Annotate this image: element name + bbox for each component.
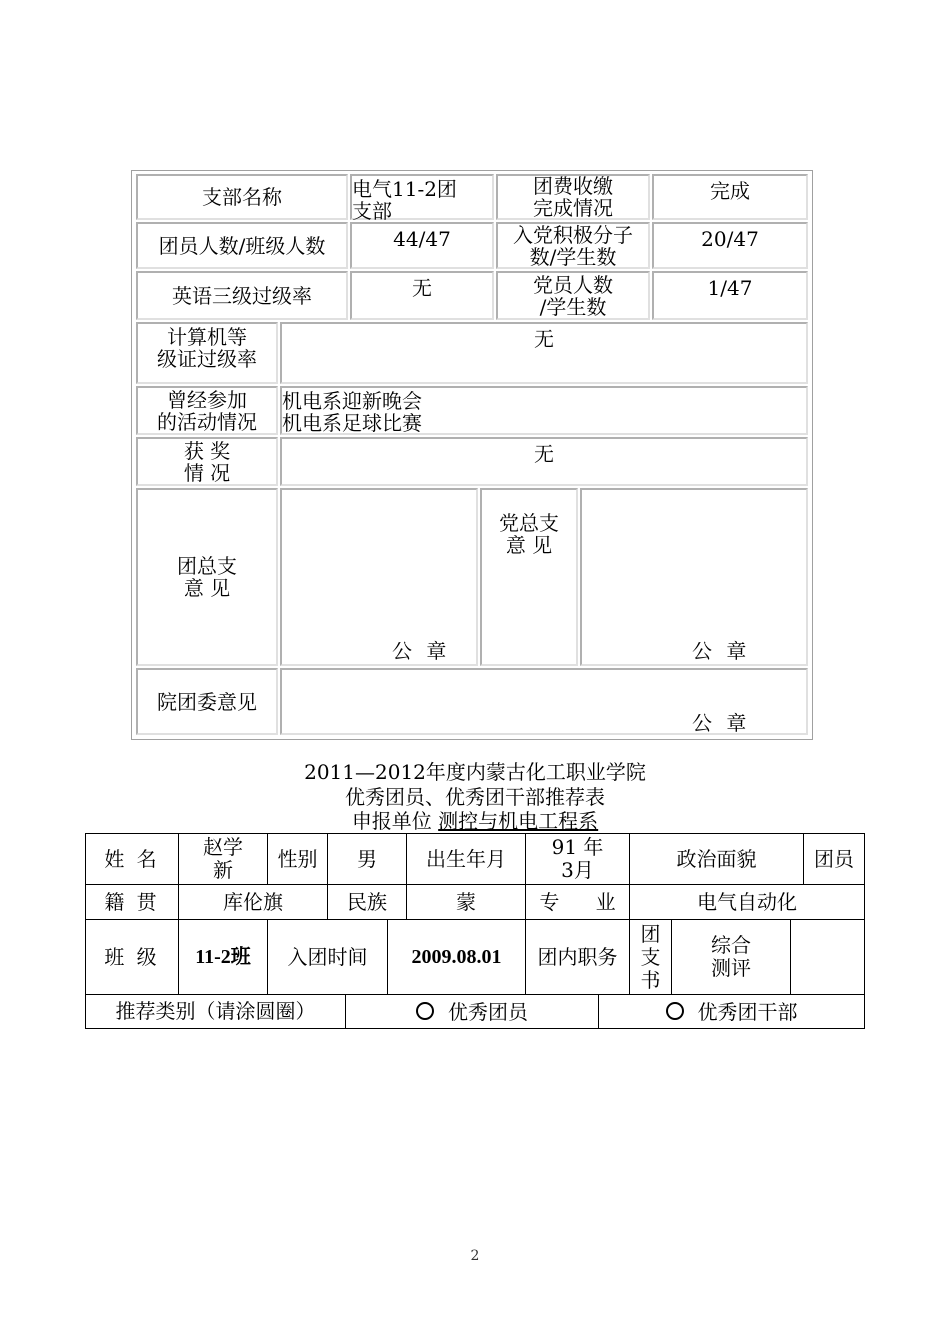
activity-item: 机电系迎新晚会 <box>282 389 422 413</box>
party-value: 1/47 <box>707 276 753 300</box>
members-value: 44/47 <box>393 227 451 251</box>
fee-value: 完成 <box>710 179 750 203</box>
class-value: 11-2班 <box>178 919 268 995</box>
college-opinion-label-cell <box>136 668 278 735</box>
position-label: 团内职务 <box>525 919 630 995</box>
activists-value-cell <box>652 222 808 269</box>
form-title-line1: 2011—2012年度内蒙古化工职业学院 <box>304 760 646 784</box>
birth-label: 出生年月 <box>406 833 526 885</box>
class-label: 班 级 <box>85 919 179 995</box>
league-seal: 公 章 <box>392 639 451 663</box>
major-label: 专 业 <box>525 884 630 920</box>
activists-label-line2: 数/学生数 <box>529 244 617 269</box>
branch-name-value-line1: 电气11-2团 <box>352 177 457 201</box>
computer-label-cell <box>136 322 278 384</box>
unit-name: 测控与机电工程系 <box>438 809 599 833</box>
radio-circle-icon[interactable] <box>416 1002 434 1020</box>
fee-label-cell <box>496 174 650 220</box>
english-label: 英语三级过级率 <box>172 283 312 308</box>
branch-info-table <box>131 170 813 740</box>
birth-value: 91 年 3月 <box>525 833 630 885</box>
activists-label-line1: 入党积极分子 <box>513 222 633 247</box>
party-opinion-label-line2: 意 见 <box>505 533 553 557</box>
college-opinion-cell <box>280 668 808 735</box>
option-excellent-cadre[interactable]: 优秀团干部 <box>598 994 865 1029</box>
political-value: 团员 <box>803 833 865 885</box>
activists-value: 20/47 <box>701 227 759 251</box>
members-label: 团员人数/班级人数 <box>158 233 326 258</box>
activities-label-line2: 的活动情况 <box>157 409 257 434</box>
native-label: 籍 贯 <box>85 884 179 920</box>
english-value: 无 <box>412 276 432 300</box>
gender-value: 男 <box>327 833 407 885</box>
major-value: 电气自动化 <box>629 884 865 920</box>
computer-value-cell <box>280 322 808 384</box>
party-label-line1: 党员人数 <box>533 272 613 297</box>
computer-value: 无 <box>534 327 554 351</box>
category-label: 推荐类别（请涂圆圈） <box>85 994 346 1029</box>
awards-label-cell <box>136 437 278 486</box>
party-opinion-cell <box>580 488 808 666</box>
recommendation-form-table <box>85 833 865 1029</box>
branch-name-label: 支部名称 <box>202 185 282 209</box>
party-opinion-label-line1: 党总支 <box>499 511 559 535</box>
option-excellent-member[interactable]: 优秀团员 <box>345 994 599 1029</box>
party-label-cell <box>496 271 650 320</box>
fee-label-line1: 团费收缴 <box>533 174 613 198</box>
form-title-line3 <box>0 810 950 833</box>
name-label: 姓 名 <box>85 833 179 885</box>
english-value-cell <box>350 271 494 320</box>
join-value: 2009.08.01 <box>387 919 526 995</box>
eval-label: 综合 测评 <box>671 919 791 995</box>
position-value: 团 支 书 <box>629 919 672 995</box>
computer-label-line2: 级证过级率 <box>157 347 257 371</box>
party-seal: 公 章 <box>692 639 751 663</box>
league-opinion-label-line1: 团总支 <box>177 554 237 578</box>
league-opinion-label-cell <box>136 488 278 666</box>
unit-prefix: 申报单位 <box>351 809 432 833</box>
league-opinion-label-line2: 意 见 <box>183 576 231 600</box>
ethnic-value: 蒙 <box>406 884 526 920</box>
awards-value: 无 <box>534 442 554 466</box>
native-value: 库伦旗 <box>178 884 328 920</box>
awards-value-cell <box>280 437 808 486</box>
members-value-cell <box>350 222 494 269</box>
form-title-line2: 优秀团员、优秀团干部推荐表 <box>345 785 605 809</box>
college-opinion-label: 院团委意见 <box>157 689 257 714</box>
college-seal: 公 章 <box>692 711 751 735</box>
branch-name-value-cell <box>350 174 494 223</box>
activity-item: 机电系足球比赛 <box>282 411 422 435</box>
party-opinion-label-cell <box>480 488 578 666</box>
computer-label-line1: 计算机等 <box>167 325 247 349</box>
page-number: 2 <box>470 1248 480 1264</box>
activities-label-line1: 曾经参加 <box>167 387 247 412</box>
awards-label-line1: 获 奖 <box>183 438 231 463</box>
ethnic-label: 民族 <box>327 884 407 920</box>
radio-circle-icon[interactable] <box>666 1002 684 1020</box>
political-label: 政治面貌 <box>629 833 804 885</box>
eval-value <box>790 919 865 995</box>
branch-name-label-cell <box>136 174 348 220</box>
fee-label-line2: 完成情况 <box>533 196 613 220</box>
awards-label-line2: 情 况 <box>183 460 231 485</box>
english-label-cell <box>136 271 348 320</box>
join-label: 入团时间 <box>267 919 388 995</box>
fee-value-cell <box>652 174 808 220</box>
members-label-cell <box>136 222 348 269</box>
name-value: 赵学 新 <box>178 833 268 885</box>
activities-label-cell <box>136 386 278 435</box>
branch-name-value-line2: 支部 <box>352 199 392 223</box>
gender-label: 性别 <box>267 833 328 885</box>
league-opinion-cell <box>280 488 478 666</box>
activities-value-cell <box>280 386 808 435</box>
party-value-cell <box>652 271 808 320</box>
activists-label-cell <box>496 222 650 269</box>
party-label-line2: /学生数 <box>539 294 607 319</box>
